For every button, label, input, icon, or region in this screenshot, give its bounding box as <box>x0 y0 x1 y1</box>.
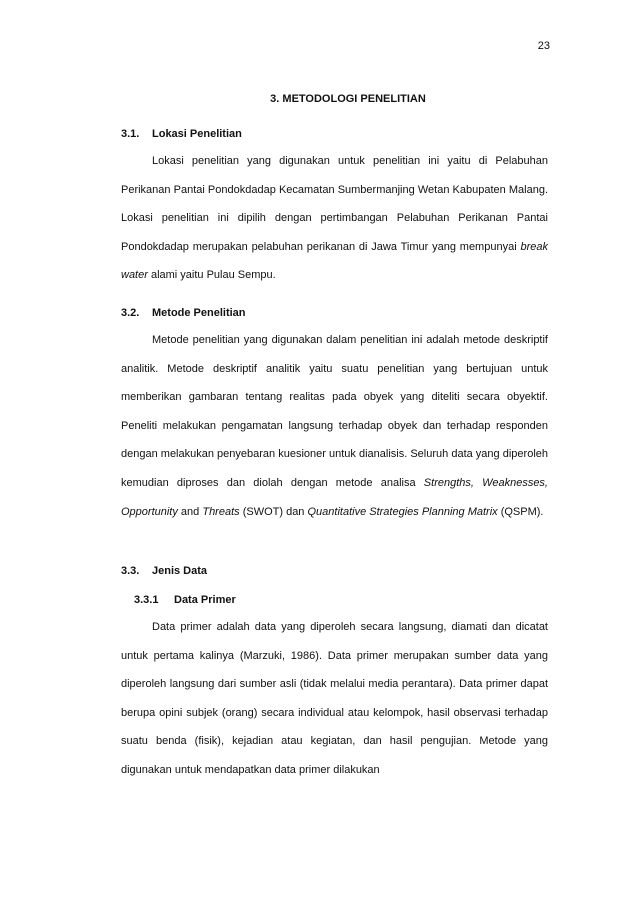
paragraph-italic-text: Threats <box>202 505 240 518</box>
paragraph-italic-text: break water <box>121 240 548 282</box>
subsection-number: 3.3.1 <box>134 594 159 606</box>
paragraph-text: Lokasi penelitian yang digunakan untuk penelitian ini yaitu di Pelabuhan Perikanan Pantai Pondokdadap Kecamatan Sumbermanjing Wetan Kabupaten Malang. Lokasi penelitian ini dipilih dengan pertimbangan Pelabuhan Perikanan Pantai Pondokdadap merupakan pelabuhan perikanan di Jawa Timur yang mempunyai <box>121 155 548 253</box>
section-heading-lokasi <box>121 128 242 140</box>
paragraph-metode <box>121 326 548 526</box>
chapter-title: 3. METODOLOGI PENELITIAN <box>270 93 426 105</box>
subsection-heading-data-primer <box>134 594 236 606</box>
section-number: 3.1. <box>121 128 140 140</box>
section-heading-jenis-data <box>121 565 207 577</box>
paragraph-text: alami yaitu Pulau Sempu. <box>147 269 276 282</box>
section-number: 3.2. <box>121 307 140 319</box>
paragraph-text: Metode penelitian yang digunakan dalam penelitian ini adalah metode deskriptif analitik. Metode deskriptif analitik yaitu suatu penelitian yang bertujuan untuk memberikan gambaran tentang realitas pada obyek yang diteliti secara obyektif. Peneliti melakukan pengamatan langsung terhadap obyek dan terhadap responden dengan melakukan penyebaran kuesioner untuk dianalisis. Seluruh data yang diperoleh kemudian diproses dan diolah dengan metode analisa <box>121 334 548 489</box>
paragraph-lokasi <box>121 147 548 290</box>
section-title: Lokasi Penelitian <box>152 128 242 140</box>
paragraph-text: and <box>177 505 203 518</box>
section-number: 3.3. <box>121 565 140 577</box>
paragraph-text: (QSPM). <box>497 505 544 518</box>
section-title: Jenis Data <box>152 565 208 577</box>
paragraph-text: (SWOT) dan <box>239 505 308 518</box>
page-number: 23 <box>537 40 550 52</box>
paragraph-italic-text: Quantitative Strategies Planning Matrix <box>307 505 498 518</box>
paragraph-italic-text: Strengths, Weaknesses, Opportunity <box>121 476 548 518</box>
section-title: Metode Penelitian <box>152 307 246 319</box>
paragraph-data-primer: Data primer adalah data yang diperoleh secara langsung, diamati dan dicatat untuk pertama kalinya (Marzuki, 1986). Data primer merupakan sumber data yang diperoleh langsung dari sumber asli (tidak melalui media perantara). Data primer dapat berupa opini subjek (orang) secara individual atau kelompok, hasil observasi terhadap suatu benda (fisik), kejadian atau kegiatan, dan hasil pengujian. Metode yang digunakan untuk mendapatkan data primer dilakukan <box>121 621 548 776</box>
subsection-title: Data Primer <box>174 594 236 606</box>
section-heading-metode <box>121 307 246 319</box>
